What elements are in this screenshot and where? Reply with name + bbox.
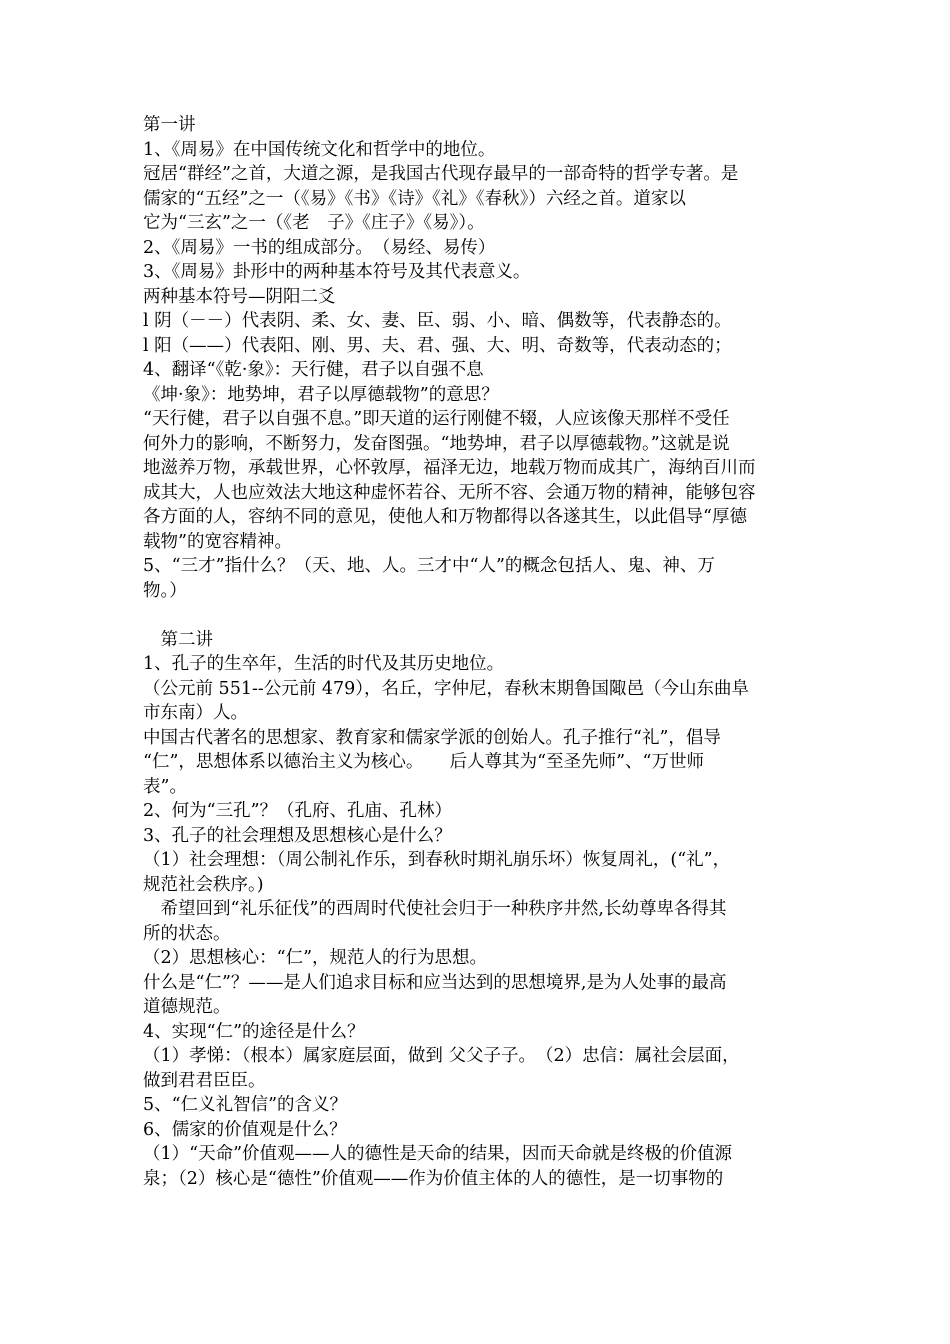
- paragraph-line: 泉；（2）核心是“德性”价值观——作为价值主体的人的德性，是一切事物的: [143, 1168, 724, 1189]
- paragraph-line: 所的状态。: [143, 923, 231, 944]
- list-item-yang: l 阳（——）代表阳、刚、男、夫、君、强、大、明、奇数等，代表动态的；: [143, 335, 732, 356]
- question-1-5: 5、“三才”指什么？（天、地、人。三才中“人”的概念包括人、鬼、神、万: [143, 556, 715, 576]
- paragraph-line: 成其大，人也应效法大地这种虚怀若谷、无所不容、会通万物的精神，能够包容: [143, 482, 756, 503]
- heading-lecture-1: 第一讲: [143, 115, 196, 135]
- paragraph-line: 市东南）人。: [143, 703, 248, 723]
- paragraph-line: 各方面的人，容纳不同的意见，使他人和万物都得以各遂其生，以此倡导“厚德: [143, 507, 747, 527]
- question-2-5: 5、“仁义礼智信”的含义？: [143, 1095, 348, 1115]
- paragraph-line: （1）“天命”价值观——人的德性是天命的结果，因而天命就是终极的价值源: [143, 1144, 733, 1164]
- paragraph-line: 什么是“仁”？——是人们追求目标和应当达到的思想境界,是为人处事的最高: [143, 972, 727, 993]
- paragraph-line: （公元前 551--公元前 479），名丘，字仲尼，春秋末期鲁国陬邑（今山东曲阜: [143, 678, 750, 699]
- question-1-1: 1、《周易》在中国传统文化和哲学中的地位。: [143, 139, 496, 160]
- paragraph-line: 做到君君臣臣。: [143, 1070, 266, 1091]
- question-1-4: 4、翻译“《乾·象》：天行健，君子以自强不息: [143, 360, 484, 380]
- paragraph-line: 地滋养万物，承载世界，心怀敦厚，福泽无边，地载万物而成其广，海纳百川而: [143, 458, 756, 478]
- paragraph-line: 中国古代著名的思想家、教育家和儒家学派的创始人。孔子推行“礼”，倡导: [143, 727, 721, 748]
- paragraph-line: 《坤·象》：地势坤，君子以厚德载物”的意思？: [143, 384, 499, 405]
- paragraph-line: 道德规范。: [143, 997, 231, 1017]
- paragraph-line: （1）社会理想：（周公制礼作乐，到春秋时期礼崩乐坏）恢复周礼，(“礼”，: [143, 850, 731, 870]
- paragraph-line: 载物”的宽容精神。: [143, 531, 292, 552]
- list-item-yin: l 阴（－－）代表阴、柔、女、妻、臣、弱、小、暗、偶数等，代表静态的。: [143, 311, 732, 331]
- blank-line: [143, 603, 813, 628]
- question-2-1: 1、孔子的生卒年，生活的时代及其历史地位。: [143, 654, 505, 674]
- paragraph-line: （1）孝悌：（根本）属家庭层面，做到 父父子子。 （2）忠信：属社会层面，: [143, 1046, 740, 1066]
- document-body: [143, 113, 813, 1191]
- paragraph-line: 儒家的“五经”之一（《易》《书》《诗》《礼》《春秋》）六经之首。道家以: [143, 188, 686, 209]
- heading-lecture-2: 第二讲: [143, 629, 213, 650]
- question-2-3: 3、孔子的社会理想及思想核心是什么？: [143, 825, 452, 846]
- paragraph-line: 何外力的影响，不断努力，发奋图强。“地势坤，君子以厚德载物。”这就是说: [143, 433, 730, 454]
- paragraph-line: 希望回到“礼乐征伐”的西周时代使社会归于一种秩序井然,长幼尊卑各得其: [143, 899, 727, 919]
- question-1-2: 2、《周易》一书的组成部分。 （易经、易传）: [143, 237, 496, 258]
- paragraph-line: 冠居“群经”之首，大道之源，是我国古代现存最早的一部奇特的哲学专著。是: [143, 164, 739, 184]
- paragraph-line: “仁”，思想体系以德治主义为核心。 后人尊其为“至圣先师”、“万世师: [143, 752, 704, 772]
- paragraph-line: 它为“三玄”之一（《老 子》《庄子》《易》）。: [143, 213, 485, 233]
- question-2-2: 2、何为“三孔”？（孔府、孔庙、孔林）: [143, 801, 453, 821]
- paragraph-line: “天行健，君子以自强不息。”即天道的运行刚健不辍，人应该像天那样不受任: [143, 409, 730, 429]
- paragraph-line: （2）思想核心：“仁”，规范人的行为思想。: [143, 948, 488, 968]
- question-2-6: 6、儒家的价值观是什么？: [143, 1119, 347, 1140]
- question-2-4: 4、实现“仁”的途径是什么？: [143, 1021, 365, 1042]
- paragraph-line: 两种基本符号—阴阳二爻: [143, 286, 336, 307]
- paragraph-line: 表”。: [143, 776, 187, 797]
- paragraph-line: 物。）: [143, 580, 187, 601]
- question-1-3: 3、《周易》卦形中的两种基本符号及其代表意义。: [143, 262, 531, 282]
- paragraph-line: 规范社会秩序。): [143, 874, 264, 895]
